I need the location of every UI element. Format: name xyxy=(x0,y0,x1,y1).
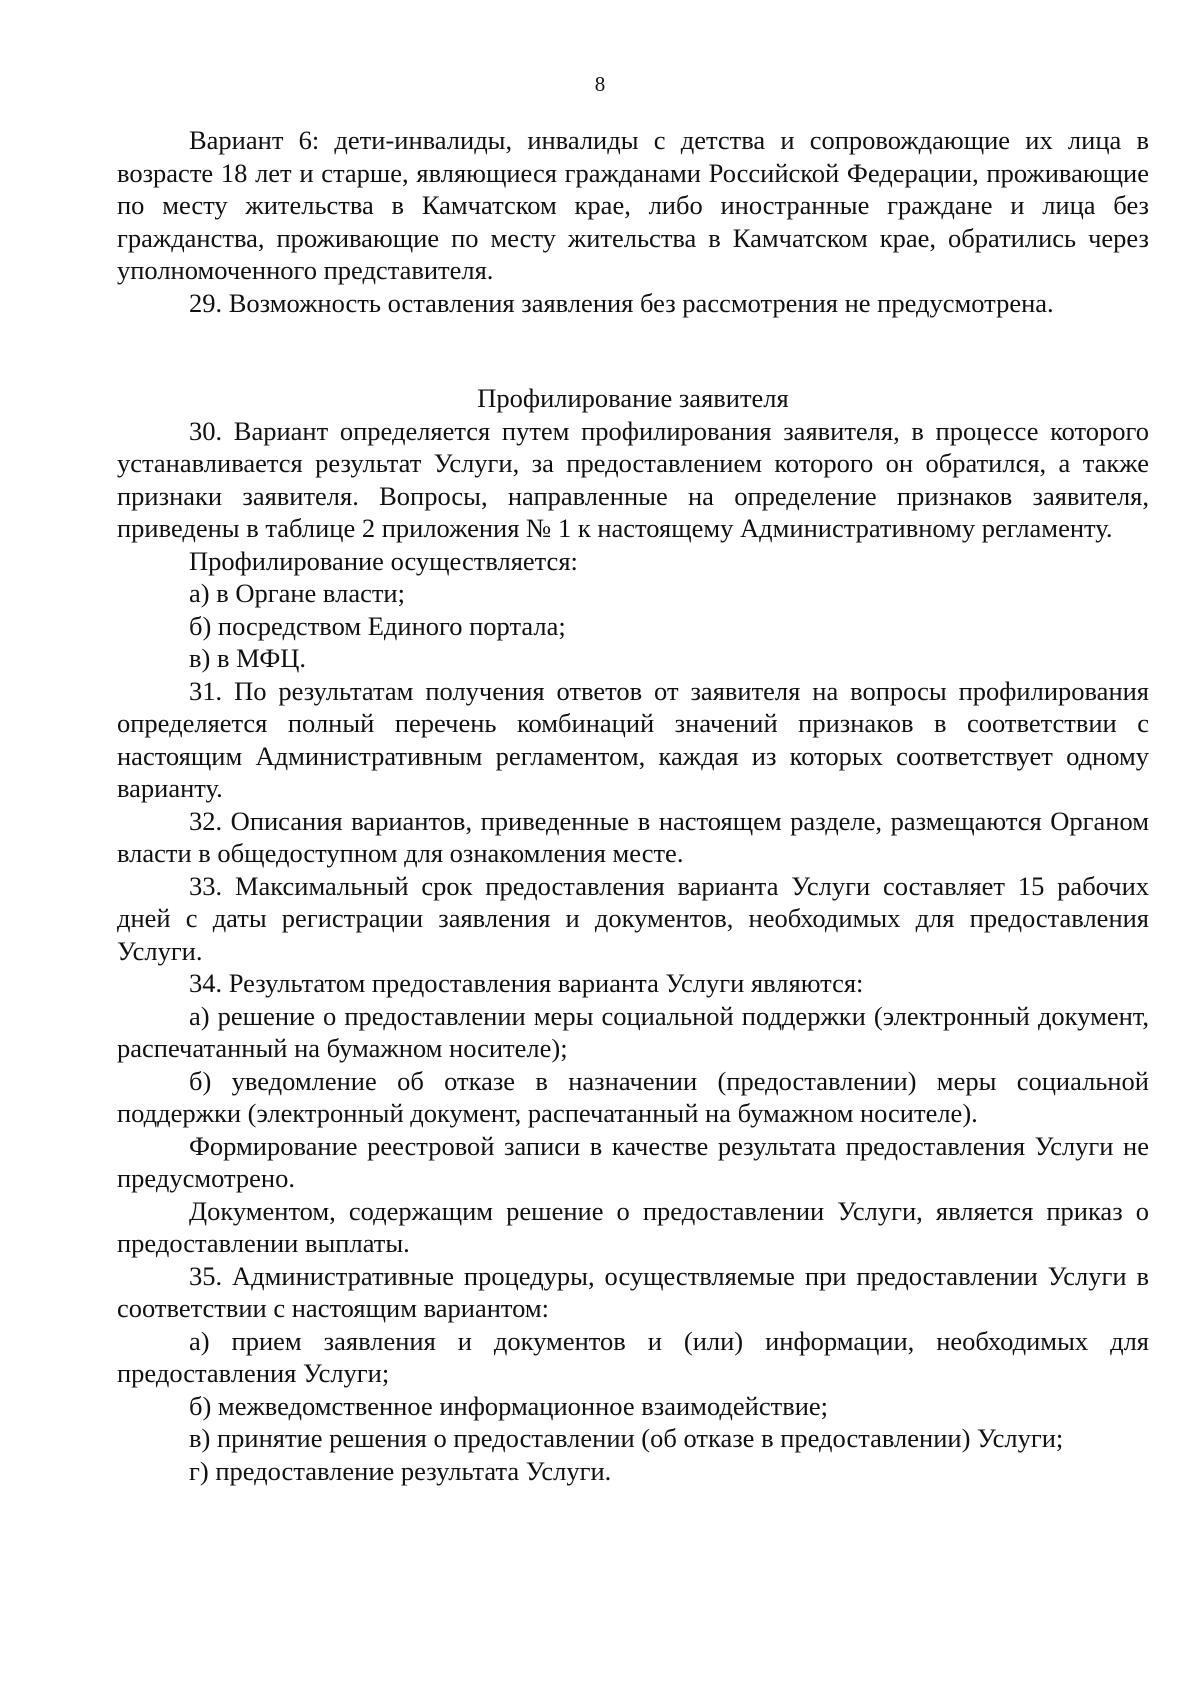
paragraph-variant-6: Вариант 6: дети-инвалиды, инвалиды с детства и сопровождающие их лица в возрасте 18 лет и старше, являющиеся гражданами Российской Федерации, проживающие по месту жительства в Камчатском крае, либо иностранные граждане и лица без гражданства, проживающие по месту жительства в Камчатском крае, обратились через уполномоченного представителя. xyxy=(117,125,1149,285)
list-item-v-mfc: в) в МФЦ. xyxy=(189,643,307,673)
list-item-a-organ: а) в Органе власти; xyxy=(189,578,405,608)
paragraph-31: 31. По результатам получения ответов от заявителя на вопросы профилирования определяется полный перечень комбинаций значений признаков в соответствии с настоящим Административным регламентом, каждая из которых соответствует одному варианту. xyxy=(117,675,1149,803)
paragraph-29: 29. Возможность оставления заявления без рассмотрения не предусмотрена. xyxy=(189,287,1054,318)
section-heading: Профилирование заявителя xyxy=(477,383,789,413)
paragraph-30: 30. Вариант определяется путем профилирования заявителя, в процессе которого устанавливается результат Услуги, за предоставлением которого он обратился, а также признаки заявителя. Вопросы, направленные на определение признаков заявителя, приведены в таблице 2 приложения № 1 к настоящему Административному регламенту. xyxy=(117,415,1149,543)
paragraph-decision-document: Документом, содержащим решение о предоставлении Услуги, является приказ о предоставлении выплаты. xyxy=(117,1195,1149,1258)
list-item-b-portal: б) посредством Единого портала; xyxy=(189,610,566,641)
paragraph-34: 34. Результатом предоставления варианта Услуги являются: xyxy=(189,968,864,998)
page-number: 8 xyxy=(594,72,606,96)
list-item-v-decision: в) принятие решения о предоставлении (об отказе в предоставлении) Услуги; xyxy=(189,1423,1064,1453)
paragraph-registry-record: Формирование реестровой записи в качестве результата предоставления Услуги не предусмотрено. xyxy=(117,1130,1149,1193)
paragraph-33: 33. Максимальный срок предоставления варианта Услуги составляет 15 рабочих дней с даты регистрации заявления и документов, необходимых для предоставления Услуги. xyxy=(117,870,1149,966)
document-body xyxy=(117,124,1149,1487)
list-item-g-result: г) предоставление результата Услуги. xyxy=(189,1455,612,1486)
list-item-b-interagency: б) межведомственное информационное взаимодействие; xyxy=(189,1390,829,1421)
list-item-a-decision: а) решение о предоставлении меры социальной поддержки (электронный документ, распечатанный на бумажном носителе); xyxy=(117,1000,1149,1063)
paragraph-profiling-intro: Профилирование осуществляется: xyxy=(189,545,578,576)
paragraph-35: 35. Административные процедуры, осуществляемые при предоставлении Услуги в соответствии с настоящим вариантом: xyxy=(117,1260,1149,1323)
list-item-a-reception: а) прием заявления и документов и (или) информации, необходимых для предоставления Услуги; xyxy=(117,1325,1149,1388)
list-item-b-notice: б) уведомление об отказе в назначении (предоставлении) меры социальной поддержки (электронный документ, распечатанный на бумажном носителе). xyxy=(117,1065,1149,1128)
paragraph-32: 32. Описания вариантов, приведенные в настоящем разделе, размещаются Органом власти в общедоступном для ознакомления месте. xyxy=(117,805,1149,868)
